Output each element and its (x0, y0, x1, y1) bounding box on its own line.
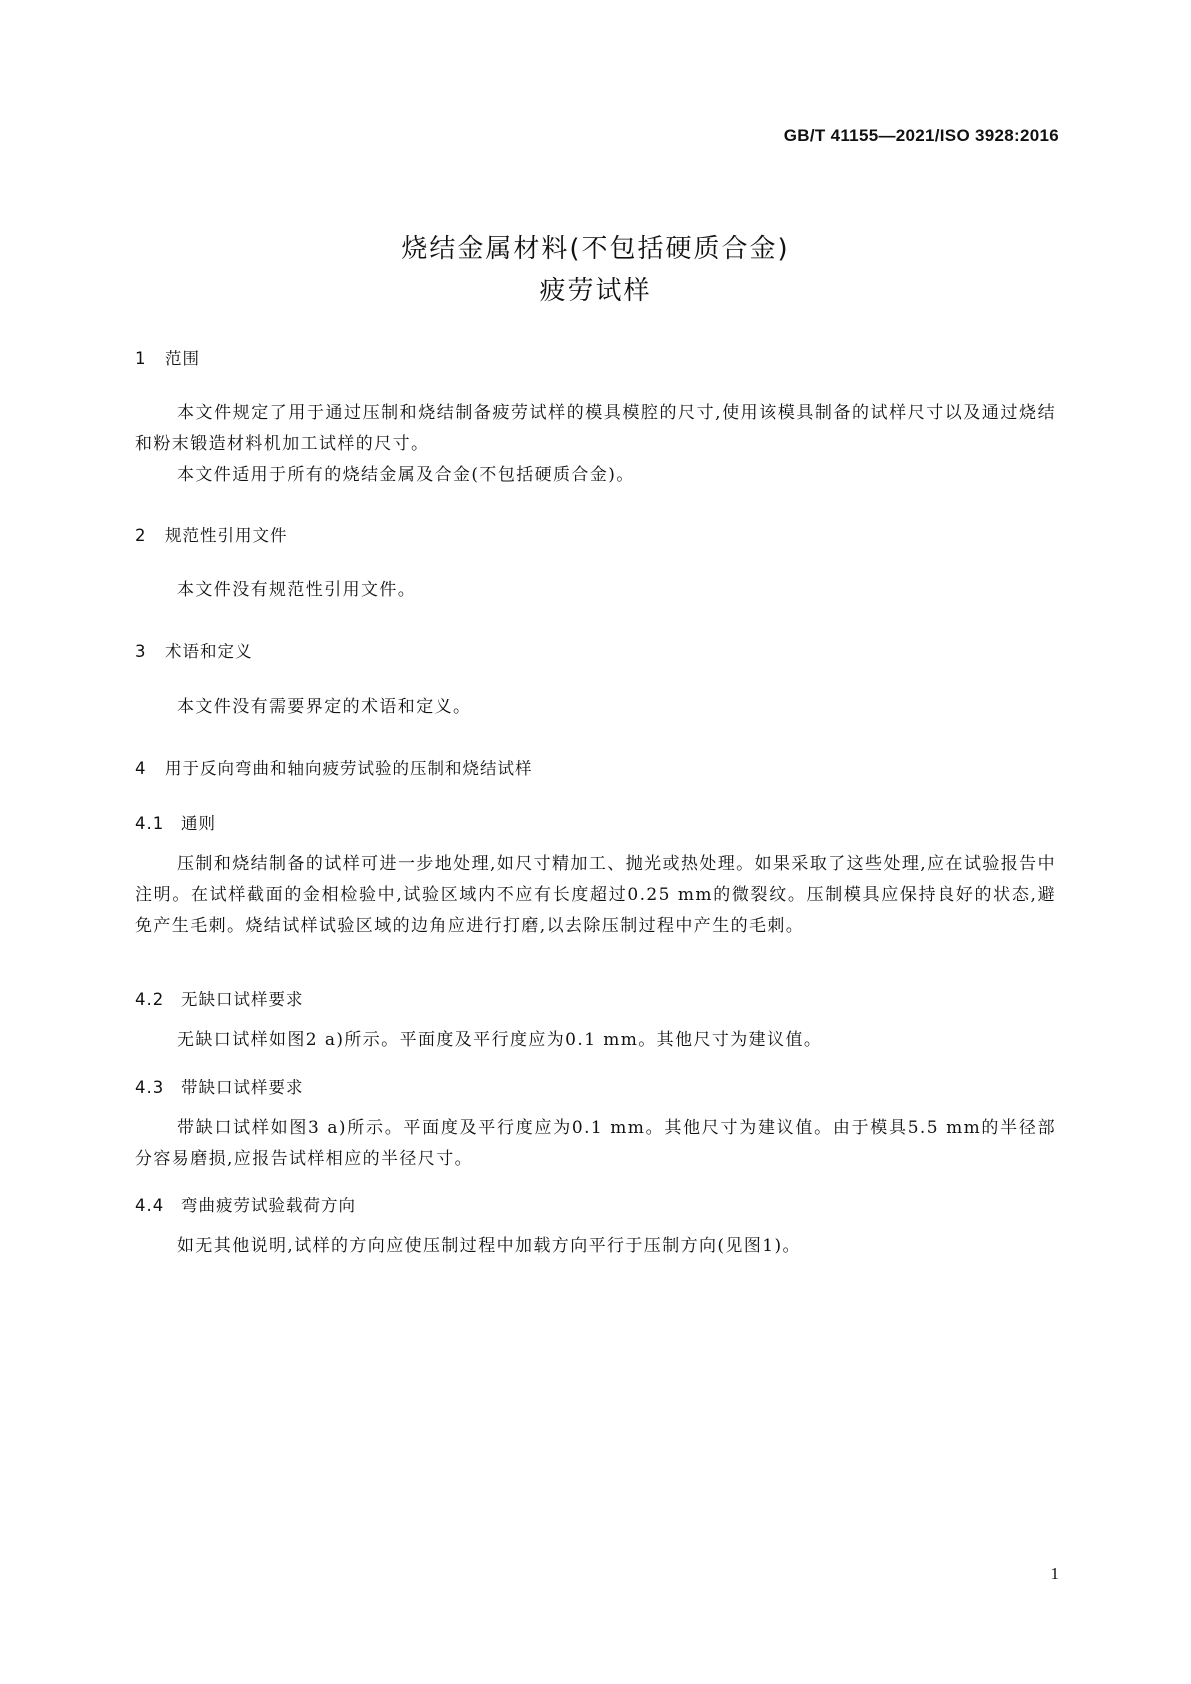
section-4-4-heading (135, 1192, 356, 1216)
section-3-heading (135, 638, 253, 662)
document-title-line-1: 烧结金属材料(不包括硬质合金) (401, 234, 790, 264)
section-title: 规范性引用文件 (165, 526, 288, 545)
section-title: 无缺口试样要求 (181, 990, 304, 1009)
section-3-paragraph-1: 本文件没有需要界定的术语和定义。 (177, 697, 472, 717)
section-title: 用于反向弯曲和轴向疲劳试验的压制和烧结试样 (165, 759, 533, 778)
section-1-heading (135, 345, 200, 369)
section-number: 4.4 (135, 1196, 165, 1215)
section-number: 1 (135, 349, 147, 368)
section-title: 术语和定义 (165, 642, 253, 661)
standard-code: GB/T 41155—2021/ISO 3928:2016 (783, 126, 1059, 145)
section-title: 通则 (181, 814, 216, 833)
section-number: 4 (135, 759, 147, 778)
section-4-1-heading (135, 810, 216, 834)
section-4-2-paragraph-1: 无缺口试样如图2 a)所示。平面度及平行度应为0.1 mm。其他尺寸为建议值。 (177, 1030, 823, 1050)
section-4-1-paragraph-1: 压制和烧结制备的试样可进一步地处理,如尺寸精加工、抛光或热处理。如果采取了这些处理,应在试验报告中注明。在试样截面的金相检验中,试验区域内不应有长度超过0.25 mm的微裂纹。压制模具应保持良好的状态,避免产生毛刺。烧结试样试验区域的边角应进行打磨,以去除压制过程中产生的毛刺。 (135, 854, 1056, 936)
section-4-3-paragraph-1: 带缺口试样如图3 a)所示。平面度及平行度应为0.1 mm。其他尺寸为建议值。由于模具5.5 mm的半径部分容易磨损,应报告试样相应的半径尺寸。 (135, 1118, 1056, 1169)
section-4-4-paragraph-1: 如无其他说明,试样的方向应使压制过程中加载方向平行于压制方向(见图1)。 (177, 1236, 801, 1256)
section-1-paragraph-2: 本文件适用于所有的烧结金属及合金(不包括硬质合金)。 (177, 465, 635, 485)
section-4-3-heading (135, 1074, 304, 1098)
section-2-paragraph-1: 本文件没有规范性引用文件。 (177, 580, 417, 600)
document-title-line-2: 疲劳试样 (539, 276, 652, 306)
section-number: 4.2 (135, 990, 165, 1009)
section-title: 弯曲疲劳试验载荷方向 (181, 1196, 356, 1215)
section-title: 范围 (165, 349, 200, 368)
page-number: 1 (1050, 1564, 1059, 1583)
section-number: 3 (135, 642, 147, 661)
section-title: 带缺口试样要求 (181, 1078, 304, 1097)
section-number: 4.1 (135, 814, 165, 833)
section-4-heading (135, 755, 533, 779)
section-2-heading (135, 522, 288, 546)
section-number: 4.3 (135, 1078, 165, 1097)
section-1-paragraph-1: 本文件规定了用于通过压制和烧结制备疲劳试样的模具模腔的尺寸,使用该模具制备的试样尺寸以及通过烧结和粉末锻造材料机加工试样的尺寸。 (135, 403, 1056, 454)
section-4-2-heading (135, 986, 304, 1010)
section-number: 2 (135, 526, 147, 545)
